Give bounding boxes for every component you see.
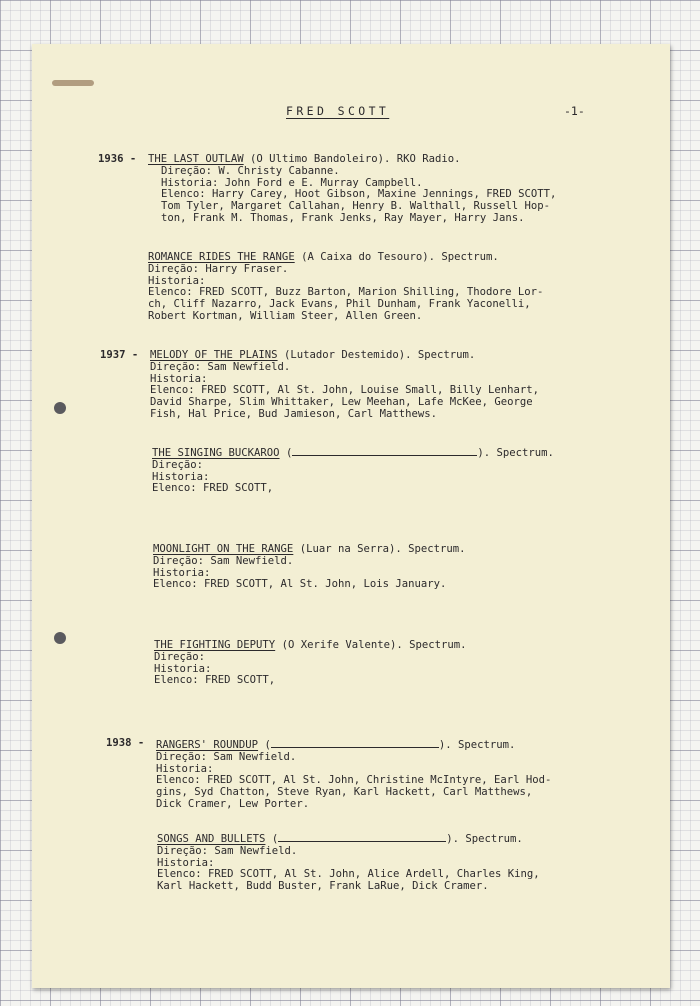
page-title: FRED SCOTT — [286, 104, 390, 118]
film-direction: Direção: Harry Fraser. — [148, 262, 289, 275]
film-entry — [148, 154, 556, 225]
film-cast: Tom Tyler, Margaret Callahan, Henry B. Walthall, Russell Hop- — [161, 200, 551, 213]
film-title: MELODY OF THE PLAINS — [150, 349, 278, 361]
film-story: Historia: — [157, 856, 215, 869]
film-cast: Elenco: FRED SCOTT, Al St. John, Louise Small, Billy Lenhart, — [150, 384, 540, 397]
film-direction: Direção: Sam Newfield. — [157, 844, 298, 857]
film-title: ROMANCE RIDES THE RANGE — [148, 251, 295, 263]
film-story: Historia: — [150, 372, 208, 385]
film-info-open: ( — [279, 447, 293, 459]
film-heading — [157, 832, 540, 846]
film-direction: Direção: W. Christy Cabanne. — [161, 164, 340, 177]
film-info: (O Ultimo Bandoleiro). RKO Radio. — [243, 153, 461, 165]
film-cast: Elenco: Harry Carey, Hoot Gibson, Maxine Jennings, FRED SCOTT, — [161, 188, 557, 201]
film-cast: Elenco: FRED SCOTT, Al St. John, Christine McIntyre, Earl Hod- — [156, 774, 552, 787]
year-label: 1936 - — [98, 153, 137, 165]
year-label: 1938 - — [106, 737, 145, 749]
film-info-open: ( — [258, 739, 271, 751]
film-story: Historia: John Ford e E. Murray Campbell. — [161, 176, 423, 189]
page-number: -1- — [564, 104, 585, 118]
film-cast: Elenco: FRED SCOTT, Al St. John, Alice Ardell, Charles King, — [157, 868, 540, 881]
film-info: (Lutador Destemido). Spectrum. — [277, 349, 476, 361]
film-title: THE FIGHTING DEPUTY — [154, 639, 276, 651]
film-direction: Direção: Sam Newfield. — [150, 360, 291, 373]
film-cast: Elenco: FRED SCOTT, Al St. John, Lois January. — [153, 578, 447, 591]
film-info: (O Xerife Valente). Spectrum. — [275, 639, 467, 651]
film-story: Historia: — [148, 274, 206, 287]
film-direction: Direção: Sam Newfield. — [153, 554, 294, 567]
typewritten-page — [32, 44, 670, 988]
film-story: Historia: — [154, 662, 212, 675]
film-entry — [150, 350, 539, 421]
film-info: (A Caixa do Tesouro). Spectrum. — [294, 251, 499, 263]
film-cast: Fish, Hal Price, Bud Jamieson, Carl Matthews. — [150, 407, 438, 420]
film-cast: gins, Syd Chatton, Steve Ryan, Karl Hackett, Carl Matthews, — [156, 786, 533, 799]
film-title: MOONLIGHT ON THE RANGE — [153, 543, 294, 555]
film-cast: Dick Cramer, Lew Porter. — [156, 797, 310, 810]
paper-stain — [52, 80, 94, 86]
film-info: ). Spectrum. — [477, 447, 554, 459]
film-title: RANGERS' ROUNDUP — [156, 739, 259, 751]
film-heading — [156, 738, 551, 752]
film-direction: Direção: Sam Newfield. — [156, 750, 297, 763]
film-info: ). Spectrum. — [438, 739, 516, 751]
film-info-open: ( — [265, 833, 279, 845]
film-info: (Luar na Serra). Spectrum. — [293, 543, 466, 555]
film-cast: Elenco: FRED SCOTT, Buzz Barton, Marion Shilling, Thodore Lor- — [148, 286, 544, 299]
film-story: Historia: — [152, 470, 210, 483]
film-cast: ch, Cliff Nazarro, Jack Evans, Phil Dunham, Frank Yaconelli, — [148, 298, 531, 311]
film-entry — [152, 446, 554, 495]
film-cast: Karl Hackett, Budd Buster, Frank LaRue, Dick Cramer. — [157, 880, 489, 893]
film-heading — [152, 446, 554, 460]
film-title: SONGS AND BULLETS — [157, 833, 266, 845]
film-title: THE SINGING BUCKAROO — [152, 447, 280, 459]
film-entry — [148, 252, 543, 323]
film-entry — [156, 738, 551, 811]
film-cast: Robert Kortman, William Steer, Allen Green. — [148, 309, 423, 322]
film-story: Historia: — [153, 566, 211, 579]
film-title: THE LAST OUTLAW — [148, 153, 244, 165]
film-cast: ton, Frank M. Thomas, Frank Jenks, Ray Mayer, Harry Jans. — [161, 211, 525, 224]
punch-hole-bottom — [54, 632, 66, 644]
film-entry — [157, 832, 540, 893]
film-story: Historia: — [156, 762, 214, 775]
film-entry — [154, 640, 467, 687]
film-cast: Elenco: FRED SCOTT, — [152, 482, 274, 495]
film-cast: Elenco: FRED SCOTT, — [154, 674, 276, 687]
year-label: 1937 - — [100, 349, 139, 361]
film-cast: David Sharpe, Slim Whittaker, Lew Meehan, Lafe McKee, George — [150, 396, 533, 409]
blank-title-line — [271, 738, 439, 748]
punch-hole-top — [54, 402, 66, 414]
film-entry — [153, 544, 466, 591]
film-info: ). Spectrum. — [446, 833, 523, 845]
blank-title-line — [292, 446, 477, 456]
film-direction: Direção: — [152, 458, 204, 471]
blank-title-line — [278, 832, 446, 842]
film-direction: Direção: — [154, 650, 206, 663]
